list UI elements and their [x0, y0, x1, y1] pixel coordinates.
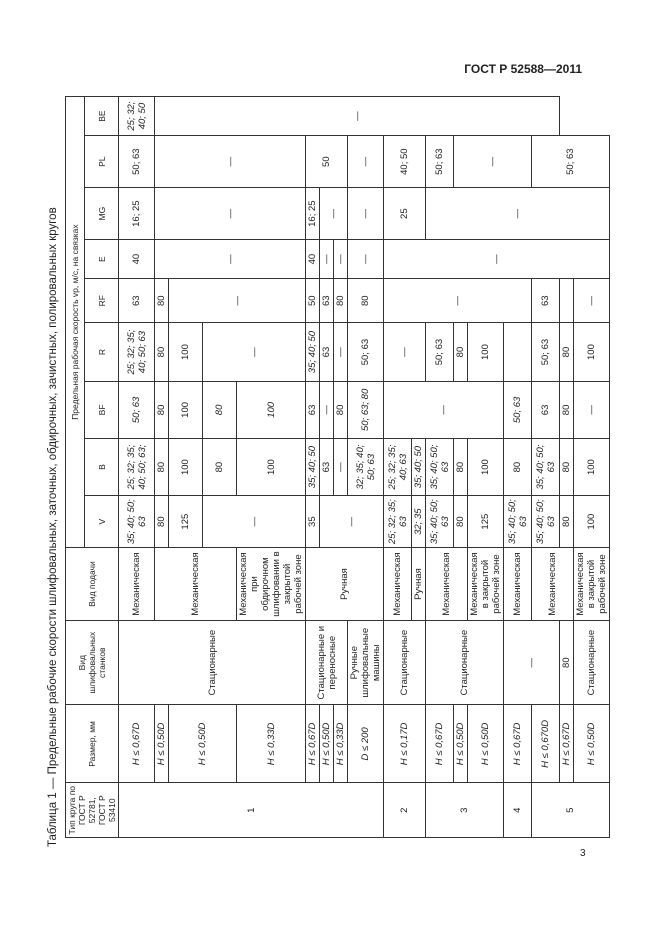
feed-cell: Механическая [155, 548, 237, 621]
size-cell: H ≤ 0,50D [320, 705, 334, 783]
speed-cell: — [155, 97, 560, 136]
speed-cell: — [155, 240, 306, 279]
speed-cell: 100 [237, 381, 306, 438]
speed-cell: — [334, 240, 348, 279]
speed-cell: 25; 32; 35; 63 [384, 496, 412, 548]
speed-cell: 35 [306, 496, 320, 548]
speed-cell: 80 [155, 381, 169, 438]
feed-cell: Механическая в закрытой рабочей зоне [574, 548, 610, 621]
type-cell: 3 [426, 783, 504, 838]
speed-cell: 100 [468, 323, 504, 381]
speed-cell: 50; 63 [504, 381, 532, 438]
speed-cell: — [169, 279, 306, 323]
machine-cell: Ручные шлифовальные машины [348, 620, 384, 704]
size-cell: H ≤ 0,67D [426, 705, 454, 783]
speed-cell: 35; 40; 50 [306, 438, 320, 495]
speed-cell: — [334, 438, 348, 495]
speed-cell: 50; 63 [532, 136, 610, 188]
size-cell: H ≤ 0,50D [468, 705, 504, 783]
speed-cell: 80 [203, 381, 237, 438]
feed-cell: Механическая [426, 548, 468, 621]
header-speed-group: Предельная рабочая скорость vр, м/с, на связках [66, 97, 85, 548]
header-bond-mg: MG [85, 188, 119, 240]
speed-cell: 40 [119, 240, 155, 279]
speed-cell: 25; 32; 40; 50 [119, 97, 155, 136]
header-type: Тип круга по ГОСТ Р 52781, ГОСТ Р 53410 [66, 783, 119, 838]
speed-cell: 63 [306, 381, 320, 438]
header-feed: Вид подачи [66, 548, 119, 621]
speed-cell: 80 [155, 279, 169, 323]
speed-table [65, 96, 610, 838]
speed-cell: 80 [203, 438, 237, 495]
speed-cell: 80 [454, 438, 468, 495]
speed-cell: 80 [454, 496, 468, 548]
size-cell: H ≤ 0,670D [532, 705, 560, 783]
speed-cell: — [334, 323, 348, 381]
speed-cell: 100 [574, 496, 610, 548]
speed-cell: — [348, 136, 384, 188]
header-size: Размер, мм [66, 705, 119, 783]
header-machine: Вид шлифовальных станков [66, 620, 119, 704]
speed-cell: — [320, 496, 384, 548]
size-cell: H ≤ 0,50D [454, 705, 468, 783]
size-cell: H ≤ 0,33D [237, 705, 306, 783]
feed-cell: Ручная [306, 548, 384, 621]
machine-cell: Стационарные и переносные [306, 620, 348, 704]
speed-cell: 80 [560, 620, 574, 704]
machine-cell: Стационарные [384, 620, 426, 704]
speed-cell: 100 [468, 438, 504, 495]
speed-cell: 35; 40; 50; 63 [426, 438, 454, 495]
table-caption: Таблица 1 — Предельные рабочие скорости шлифовальных, заточных, обдирочных, зачистных, полировальных кругов [47, 207, 59, 847]
size-cell: H ≤ 0,67D [306, 705, 320, 783]
speed-cell: 35; 40; 50 [306, 323, 320, 381]
speed-cell: 63 [320, 438, 334, 495]
speed-cell: 16; 25 [119, 188, 155, 240]
type-cell: 5 [532, 783, 610, 838]
feed-cell: Механическая при обдирочном шлифовании в закрытой рабочей зоне [237, 548, 306, 621]
speed-cell: — [384, 323, 426, 381]
speed-cell: 35; 40; 50; 63 [532, 438, 560, 495]
feed-cell: Механическая [384, 548, 412, 621]
speed-cell: — [504, 620, 560, 704]
speed-cell: — [320, 188, 348, 240]
size-cell: H ≤ 0,17D [384, 705, 426, 783]
speed-cell: — [384, 279, 532, 323]
speed-cell: 50; 63 [426, 136, 454, 188]
speed-cell: 80 [334, 279, 348, 323]
size-cell: H ≤ 0,33D [334, 705, 348, 783]
speed-cell: — [454, 136, 532, 188]
speed-cell: 63 [320, 279, 334, 323]
standard-number: ГОСТ Р 52588—2011 [464, 62, 582, 76]
speed-cell: — [203, 496, 306, 548]
speed-cell: 35; 40; 50; 63 [504, 496, 532, 548]
header-bond-pl: PL [85, 136, 119, 188]
speed-cell: 32; 35 [412, 496, 426, 548]
speed-cell: 63 [119, 279, 155, 323]
speed-cell: 125 [468, 496, 504, 548]
speed-cell: 50; 63 [532, 323, 560, 381]
header-bond-rf: RF [85, 279, 119, 323]
speed-cell: 100 [237, 438, 306, 495]
speed-cell: 80 [560, 381, 574, 438]
speed-cell: 50 [306, 279, 320, 323]
size-cell: H ≤ 0,50D [574, 705, 610, 783]
speed-cell: 35; 40; 50; 63 [426, 496, 454, 548]
speed-cell: 25; 32; 35; 40; 50; 63 [119, 323, 155, 381]
header-bond-e: E [85, 240, 119, 279]
page-number: 3 [580, 848, 586, 859]
feed-cell: Механическая [504, 548, 532, 621]
speed-cell: 40; 50 [384, 136, 426, 188]
header-bond-b: B [85, 438, 119, 495]
size-cell: H ≤ 0,67D [560, 705, 574, 783]
speed-cell: 50; 63 [119, 136, 155, 188]
speed-cell: 100 [169, 381, 203, 438]
header-bond-be: BE [85, 97, 119, 136]
speed-cell: — [574, 381, 610, 438]
speed-cell: 100 [574, 323, 610, 381]
speed-cell: 35; 40; 50; 63 [532, 496, 560, 548]
speed-cell: 80 [560, 323, 574, 381]
feed-cell: Ручная [412, 548, 426, 621]
speed-cell: 63 [320, 323, 334, 381]
speed-cell: — [348, 240, 384, 279]
feed-cell: Механическая [119, 548, 155, 621]
machine-cell: Стационарные [119, 620, 306, 704]
machine-cell: Стационарные [574, 620, 610, 704]
speed-cell: 100 [169, 438, 203, 495]
speed-cell: 80 [560, 438, 574, 495]
speed-cell: 50 [306, 136, 348, 188]
size-cell: H ≤ 0,67D [119, 705, 155, 783]
speed-cell: 50; 63 [426, 323, 454, 381]
feed-cell: Механическая в закрытой рабочей зоне [468, 548, 504, 621]
speed-cell: 80 [155, 438, 169, 495]
speed-cell: 80 [334, 381, 348, 438]
speed-cell: 80 [454, 323, 468, 381]
speed-cell: — [155, 136, 306, 188]
type-cell: 1 [119, 783, 384, 838]
feed-cell: Механическая [532, 548, 574, 621]
speed-cell: — [574, 279, 610, 323]
speed-cell: 50; 63 [119, 381, 155, 438]
speed-cell: 32; 35; 40; 50; 63 [348, 438, 384, 495]
speed-cell: 50; 63; 80 [348, 381, 384, 438]
size-cell: D ≤ 200 [348, 705, 384, 783]
speed-cell: — [426, 188, 610, 240]
header-bond-r: R [85, 323, 119, 381]
size-cell: H ≤ 0,67D [504, 705, 532, 783]
speed-cell: 80 [560, 496, 574, 548]
speed-cell: 63 [532, 279, 560, 323]
speed-cell: — [384, 240, 610, 279]
speed-cell: 100 [574, 438, 610, 495]
speed-cell: — [348, 188, 384, 240]
speed-cell: 63 [532, 381, 560, 438]
speed-cell: — [384, 381, 504, 438]
speed-cell: 25 [384, 188, 426, 240]
speed-cell: 25; 32; 35; 40; 50; 63; [119, 438, 155, 495]
speed-cell: — [320, 240, 334, 279]
header-bond-v: V [85, 496, 119, 548]
speed-cell: 35; 40; 50 [412, 438, 426, 495]
speed-cell: — [155, 188, 306, 240]
speed-cell: — [203, 323, 306, 381]
speed-cell: 100 [169, 323, 203, 381]
speed-cell: 25; 32; 35; 40; 63 [384, 438, 412, 495]
speed-table-rotated [65, 96, 608, 838]
speed-cell: — [320, 381, 334, 438]
header-bond-bf: BF [85, 381, 119, 438]
type-cell: 2 [384, 783, 426, 838]
type-cell: 4 [504, 783, 532, 838]
speed-cell: 35; 40; 50; 63 [119, 496, 155, 548]
speed-cell: 50; 63 [348, 323, 384, 381]
speed-cell: 16; 25 [306, 188, 320, 240]
machine-cell: Стационарные [426, 620, 504, 704]
speed-cell: 80 [155, 323, 169, 381]
speed-cell: 125 [169, 496, 203, 548]
speed-cell: 80 [504, 438, 532, 495]
size-cell: H ≤ 0,50D [169, 705, 237, 783]
speed-cell: 40 [306, 240, 320, 279]
size-cell: H ≤ 0,50D [155, 705, 169, 783]
speed-cell: 80 [155, 496, 169, 548]
speed-cell: 80 [348, 279, 384, 323]
